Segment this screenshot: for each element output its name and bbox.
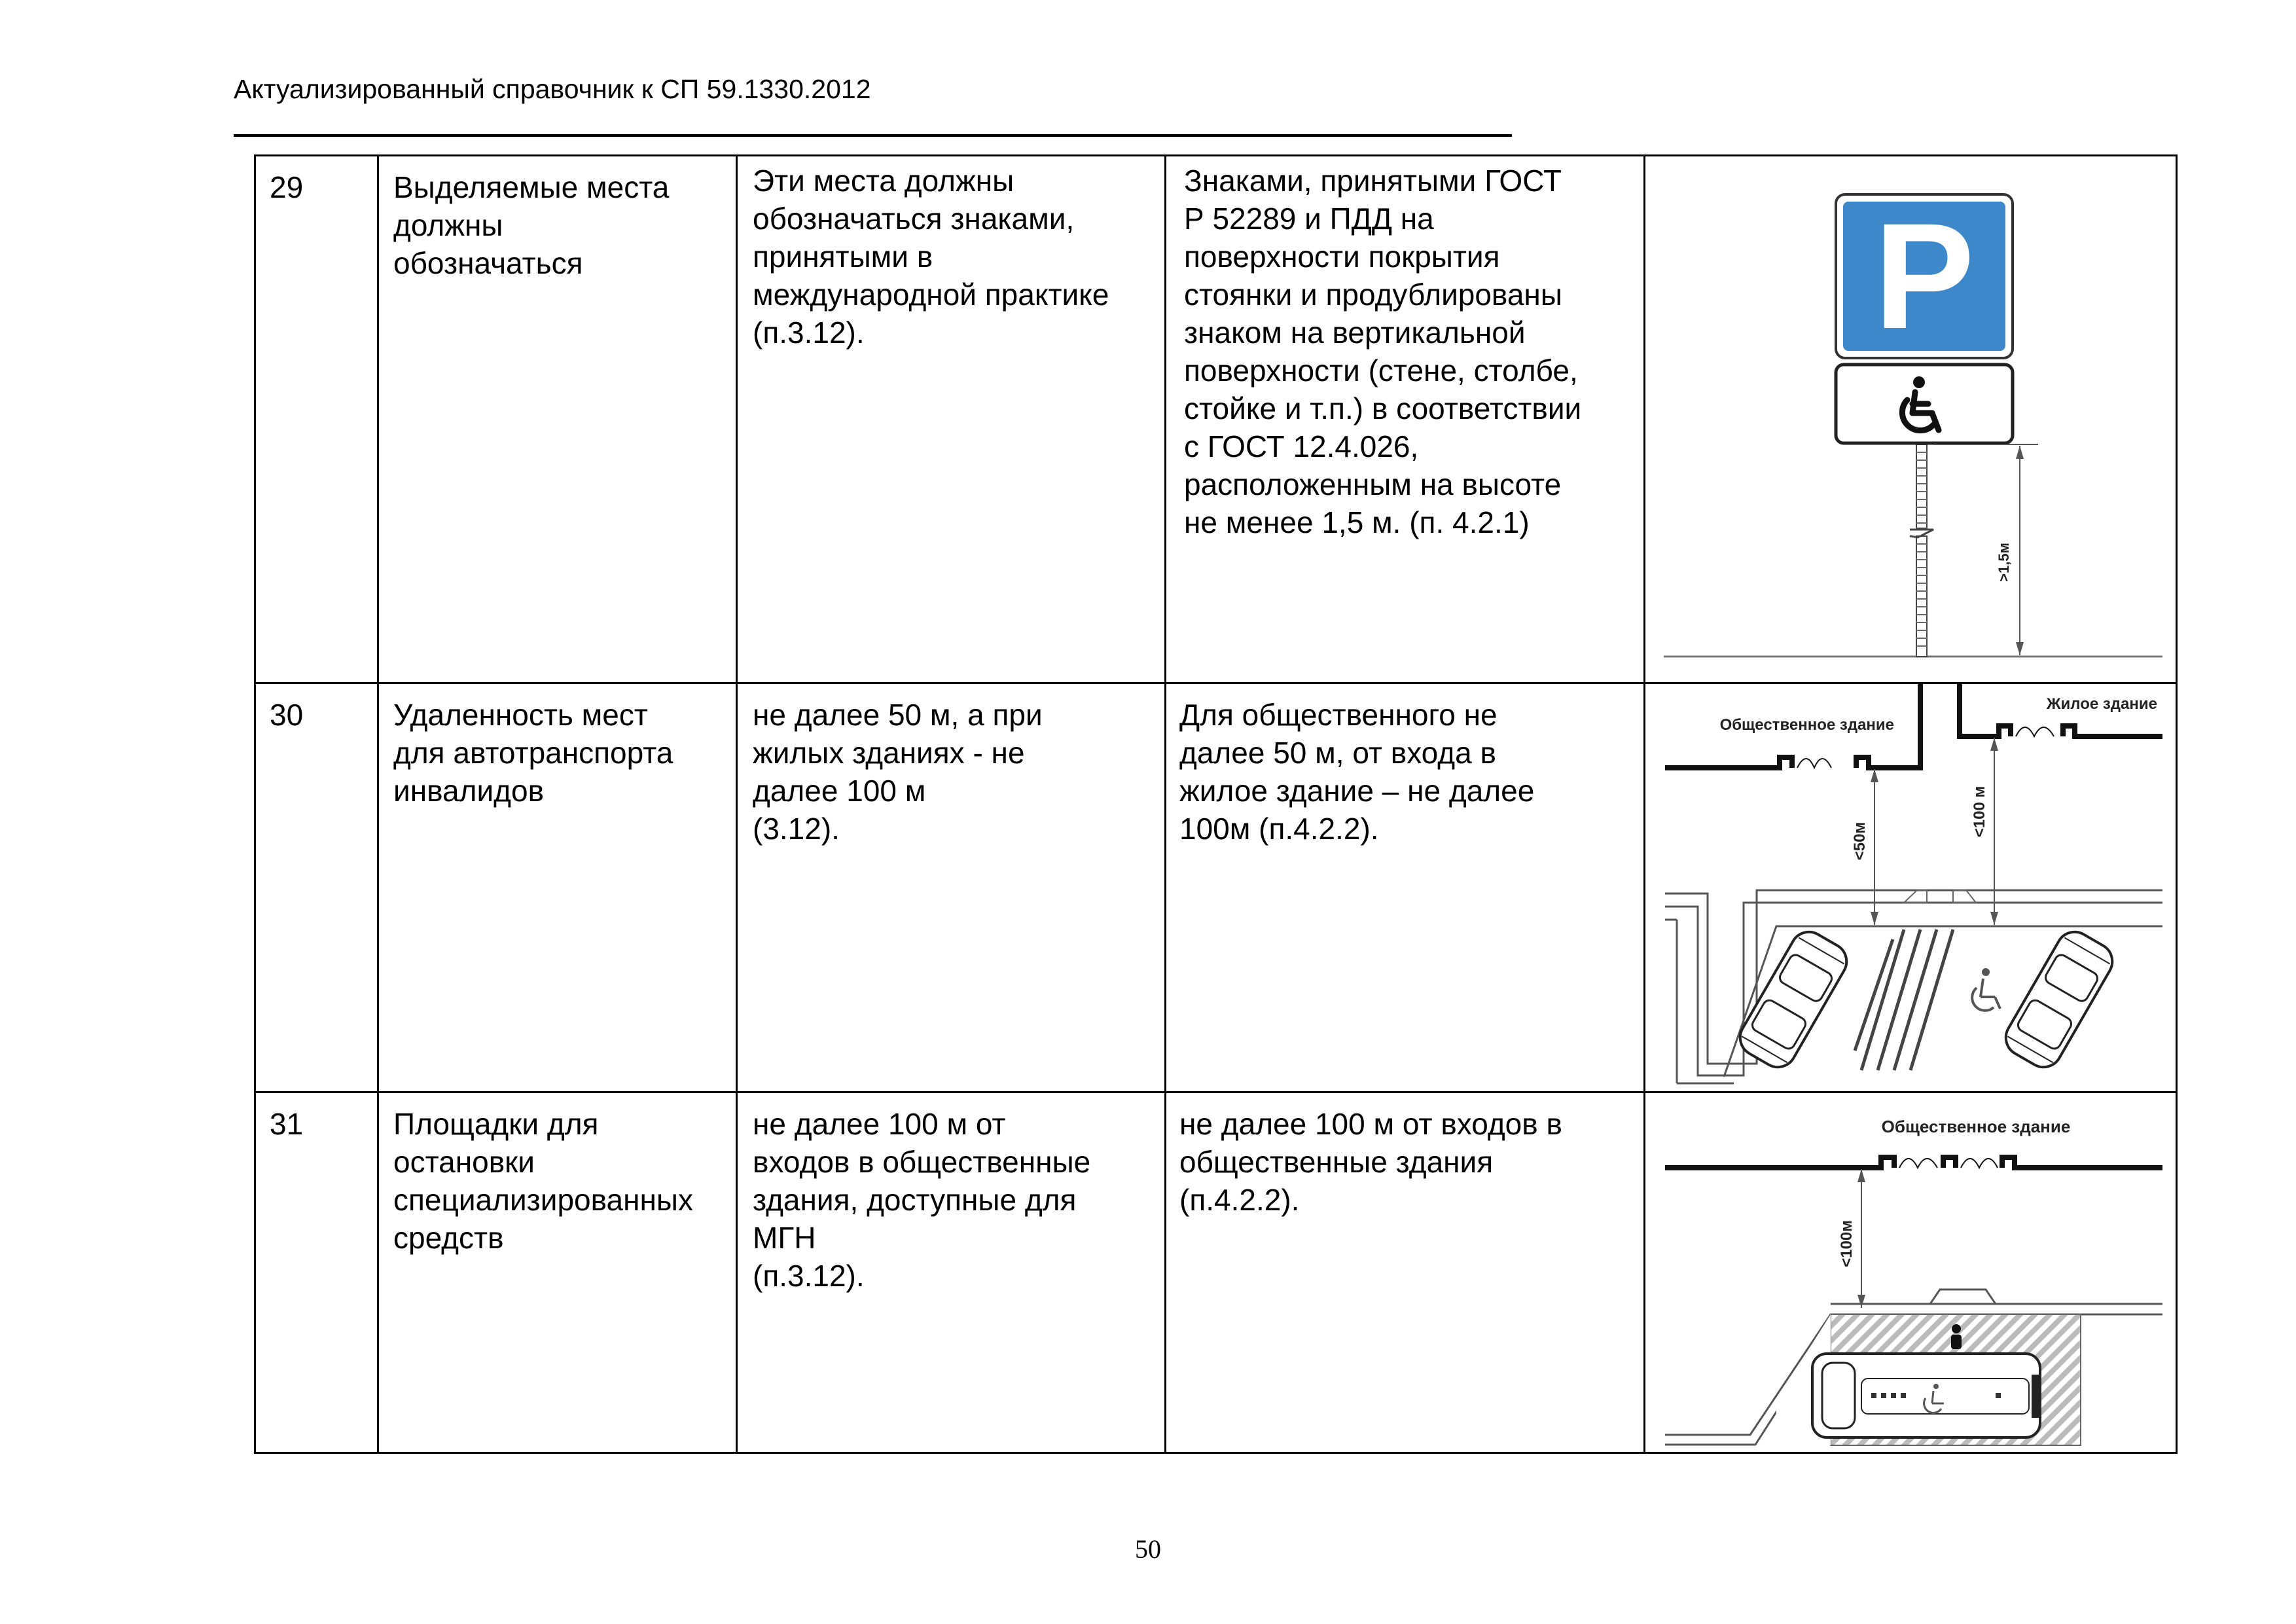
requirement-text: не далее 50 м, а при жилых зданиях - не далее 100 м (3.12). xyxy=(753,698,1043,846)
parameter-cell xyxy=(378,1092,737,1453)
row-number: 30 xyxy=(270,698,304,732)
curb-ramps xyxy=(1904,890,1976,903)
wheelchair-pictogram-icon xyxy=(1972,968,2000,1011)
implementation-cell xyxy=(1166,156,1645,683)
row-number: 29 xyxy=(270,170,304,204)
bus-stop-illustration xyxy=(1645,1093,2177,1453)
hatched-zone xyxy=(1855,929,1953,1070)
specialized-vehicle xyxy=(1812,1354,2041,1437)
distance-dimension xyxy=(1857,1169,1865,1308)
implementation-text: не далее 100 м от входов в общественные здания (п.4.2.2). xyxy=(1179,1107,1562,1217)
person-icon xyxy=(1951,1324,1962,1349)
table-row xyxy=(255,1092,2177,1453)
implementation-text: Для общественного не далее 50 м, от входа в жилое здание – не далее 100м (п.4.2.2). xyxy=(1179,698,1535,846)
disabled-plate xyxy=(1836,365,2013,443)
header-rule xyxy=(234,134,1512,137)
dim-label-residential: <100 м xyxy=(1971,785,1988,838)
illustration-cell xyxy=(1645,683,2177,1092)
dim-label-public: <50м xyxy=(1851,821,1869,861)
row-number: 31 xyxy=(270,1107,304,1141)
parameter-text: Площадки для остановки специализированных средств xyxy=(393,1107,693,1255)
sign-letter: P xyxy=(1874,192,1975,360)
public-building-wall xyxy=(1665,1157,2162,1168)
requirement-cell xyxy=(737,156,1166,683)
requirement-cell xyxy=(737,1092,1166,1453)
table-row xyxy=(255,156,2177,683)
parking-sign xyxy=(1836,192,2013,360)
height-dimension xyxy=(1933,444,2038,655)
row-number-cell xyxy=(255,683,378,1092)
height-label: >1,5м xyxy=(1996,543,2012,582)
requirement-text: Эти места должны обозначаться знаками, принятыми в международной практике (п.3.12). xyxy=(753,164,1109,350)
residential-building-label: Жилое здание xyxy=(2046,695,2157,713)
parameter-cell xyxy=(378,683,737,1092)
implementation-cell xyxy=(1166,1092,1645,1453)
sign-post xyxy=(1910,444,1933,657)
running-header: Актуализированный справочник к СП 59.1330.2012 xyxy=(234,74,871,104)
row-number-cell xyxy=(255,156,378,683)
parking-sign-illustration xyxy=(1645,156,2177,683)
parameter-cell xyxy=(378,156,737,683)
public-building-label: Общественное здание xyxy=(1719,716,1894,734)
parked-car-right xyxy=(2000,926,2119,1074)
public-building-label: Общественное здание xyxy=(1881,1117,2071,1136)
row-number-cell xyxy=(255,1092,378,1453)
requirement-text: не далее 100 м от входов в общественные здания, доступные для МГН (п.3.12). xyxy=(753,1107,1091,1293)
table-row xyxy=(255,683,2177,1092)
parameter-text: Выделяемые места должны обозначаться xyxy=(393,170,670,280)
illustration-cell xyxy=(1645,1092,2177,1453)
requirement-cell xyxy=(737,683,1166,1092)
dim-label: <100м xyxy=(1838,1220,1856,1267)
implementation-cell xyxy=(1166,683,1645,1092)
implementation-text: Знаками, принятыми ГОСТ Р 52289 и ПДД на поверхности покрытия стоянки и продублированы знаком на вертикальной поверхности (стене, столбе, стойке и т.п.) в соответствии с ГОСТ 12.4.026, расположенным на высоте не менее 1,5 м. (п. 4.2.1) xyxy=(1184,164,1582,539)
parking-distance-illustration xyxy=(1645,684,2177,1092)
requirements-table xyxy=(254,154,2178,1454)
illustration-cell xyxy=(1645,156,2177,683)
page-number: 50 xyxy=(1135,1534,1161,1564)
parameter-text: Удаленность мест для автотранспорта инвалидов xyxy=(393,698,673,808)
